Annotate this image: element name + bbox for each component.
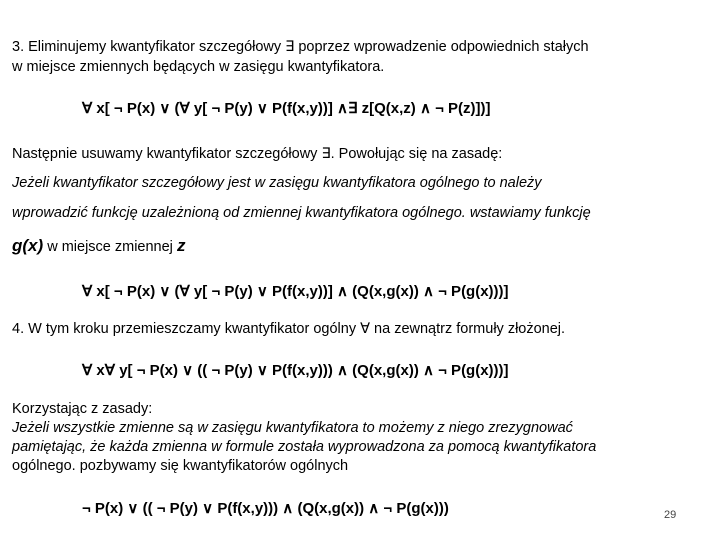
final-line2: Jeżeli wszystkie zmienne są w zasięgu kwantyfikatora to możemy z niego zrezygnować — [12, 420, 573, 436]
next-step-text: Następnie usuwamy kwantyfikator szczegółowy ∃. Powołując się na zasadę: — [12, 146, 503, 162]
formula-2: ∀ x[ ¬ P(x) ∨ (∀ y[ ¬ P(y) ∨ P(f(x,y))] ∧ (Q(x,g(x)) ∧ ¬ P(g(x)))] — [82, 283, 509, 300]
final-line3: pamiętając, że każda zmienna w formule została wyprowadzona za pomocą kwantyfikatora — [12, 439, 597, 455]
formula-3: ∀ x∀ y[ ¬ P(x) ∨ (( ¬ P(y) ∨ P(f(x,y))) ∧ (Q(x,g(x)) ∧ ¬ P(g(x)))] — [82, 362, 509, 379]
final-line4: ogólnego. pozbywamy się kwantyfikatorów ogólnych — [12, 458, 349, 474]
rule-line3-mid: w miejsce zmiennej — [43, 239, 177, 255]
step3-line1: 3. Eliminujemy kwantyfikator szczegółowy ∃ poprzez wprowadzenie odpowiednich stałych — [12, 39, 589, 55]
gx-term: g(x) — [12, 236, 44, 255]
formula-1: ∀ x[ ¬ P(x) ∨ (∀ y[ ¬ P(y) ∨ P(f(x,y))] ∧∃ z[Q(x,z) ∧ ¬ P(z)])] — [82, 100, 491, 117]
z-term: z — [176, 236, 186, 255]
rule-line3 — [12, 236, 185, 256]
step3-line2: w miejsce zmiennych będących w zasięgu kwantyfikatora. — [12, 59, 385, 75]
step4-text: 4. W tym kroku przemieszczamy kwantyfikator ogólny ∀ na zewnątrz formuły złożonej. — [12, 321, 566, 337]
rule-line2: wprowadzić funkcję uzależnioną od zmiennej kwantyfikatora ogólnego. wstawiamy funkcję — [12, 205, 591, 221]
final-line1: Korzystając z zasady: — [12, 401, 153, 417]
formula-4: ¬ P(x) ∨ (( ¬ P(y) ∨ P(f(x,y))) ∧ (Q(x,g(x)) ∧ ¬ P(g(x))) — [82, 500, 449, 517]
rule-line1: Jeżeli kwantyfikator szczegółowy jest w zasięgu kwantyfikatora ogólnego to należy — [12, 175, 542, 191]
page-number: 29 — [664, 509, 677, 521]
